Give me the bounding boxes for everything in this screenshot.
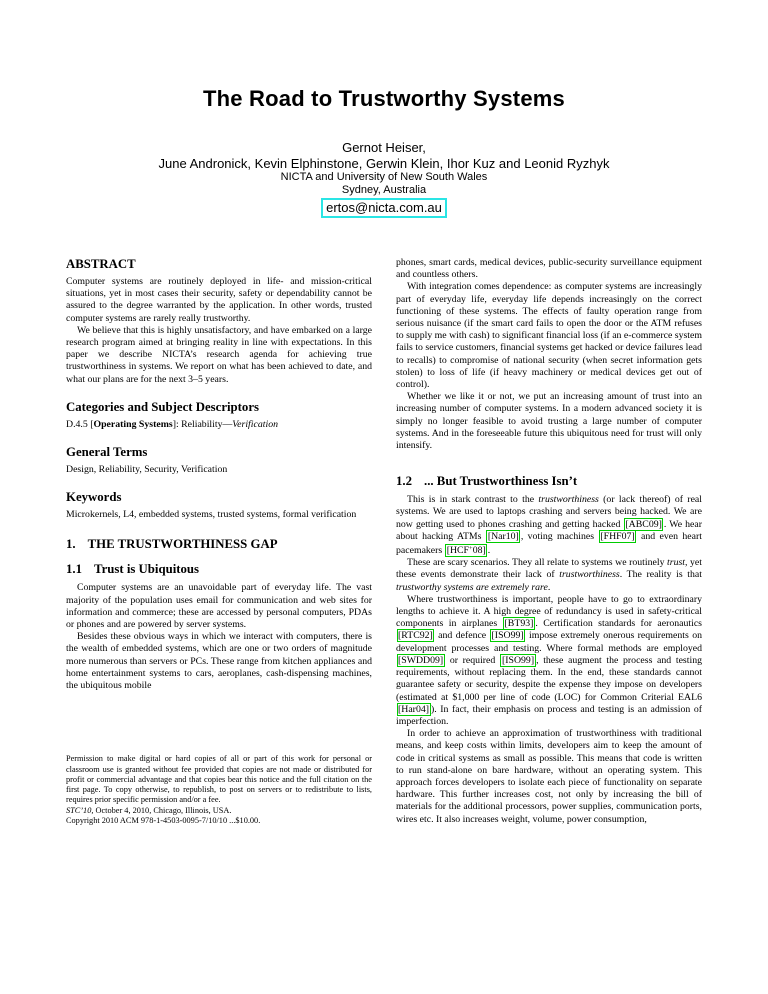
section-1-2-paragraph-1: This is in stark contrast to the trustworthiness (or lack thereof) of real systems. We are used to laptops crashing and servers being hacked. We are now getting used to phones crashing and getting hacked [ABC09] . We hear about hacking ATMs [Nar10] , voting machines [FHF07] and even heart pacemakers [HCF+08] . (396, 494, 702, 557)
section-1-2-paragraph-2: These are scary scenarios. They all relate to systems we routinely trust, yet these events demonstrate their lack of trustworthiness. The reality is that trustworthy systems are extremely rare. (396, 557, 702, 593)
citation-link[interactable]: [FHF07] (600, 530, 635, 542)
conference-info: STC’10, October 4, 2010, Chicago, Illinois, USA. (66, 805, 232, 815)
two-column-body (66, 257, 702, 826)
section-title: ... But Trustworthiness Isn’t (424, 474, 578, 489)
section-1-1-paragraph-1: Computer systems are an unavoidable part of everyday life. The vast majority of the population uses email for communication and web sites for information and commerce; these are accessed by personal computers, PDAs or phones and are powered by server systems. (66, 582, 372, 631)
citation-link[interactable]: [ISO99] (491, 630, 524, 642)
paper-header (0, 86, 768, 218)
section-1-heading (66, 537, 372, 552)
copyright-line: Copyright 2010 ACM 978-1-4503-0095-7/10/10 ...$10.00. (66, 816, 261, 826)
integration-paragraph: With integration comes dependence: as computer systems are increasingly part of everyday life, everyday life depends increasingly on the correct functioning of these systems. The effects of faulty operation range from serious nuisance (if the smart card fails to open the door or the ATM refuses to supply me with cash) to significant financial loss (if an e-commerce system fails to service customers, financial systems get hacked or device failures lead to recalls) to compromise of national security (when secret information gets stolen) to loss of life (if heavy machinery or medical devices get out of control). (396, 281, 702, 391)
section-number: 1.1 (66, 562, 82, 577)
keywords-heading: Keywords (66, 490, 122, 505)
email-row (0, 196, 768, 218)
section-1-2-heading (396, 474, 702, 489)
categories-descriptor: D.4.5 [Operating Systems]: Reliability—Verification (66, 418, 278, 430)
right-column (396, 257, 702, 826)
paper-title: The Road to Trustworthy Systems (203, 86, 565, 111)
abstract-heading: ABSTRACT (66, 257, 136, 271)
citation-link[interactable]: [RTC92] (398, 630, 433, 642)
section-1-1-paragraph-2: Besides these obvious ways in which we interact with computers, there is the wealth of embedded systems, which are one or two orders of magnitude more numerous than servers or PCs. These range from kitchen appliances and home entertainment systems to cars, aeroplanes, cash-dispensing machines, the ubiquitous mobile (66, 631, 372, 692)
abstract-paragraph-2: We believe that this is highly unsatisfactory, and have embarked on a large research program aimed at bringing reality in line with expectations. In this paper we describe NICTA’s research agenda for achieving true trustworthiness in systems. We report on what has been achieved to date, and what our plans are for the next 3–5 years. (66, 324, 372, 385)
trust-paragraph: Whether we like it or not, we put an increasing amount of trust into an increasing number of computer systems. In a modern advanced society it is simply no longer feasible to avoid trusting a large number of computer systems. And in the foreseeable future this ubiquitous need for trust will only intensify. (396, 391, 702, 452)
general-terms-text: Design, Reliability, Security, Verification (66, 464, 228, 476)
section-number: 1. (66, 537, 76, 552)
abstract-paragraph-1: Computer systems are routinely deployed in life- and mission-critical situations, yet in most cases their security, safety or dependability cannot be assured to the degree warranted by the application. In other words, trusted computer systems are rarely really trustworthy. (66, 276, 372, 324)
general-terms-heading: General Terms (66, 445, 148, 460)
categories-heading: Categories and Subject Descriptors (66, 399, 259, 414)
citation-link[interactable]: [Har04] (398, 703, 430, 715)
email-link[interactable]: ertos@nicta.com.au (321, 198, 447, 218)
affiliation: NICTA and University of New South Wales (280, 171, 488, 183)
italic-text: trust (667, 557, 685, 569)
italic-text: trustworthiness (538, 494, 599, 506)
section-number: 1.2 (396, 474, 412, 489)
italic-text: Verification (232, 418, 278, 430)
location: Sydney, Australia (341, 183, 427, 196)
citation-link[interactable]: [BT93] (504, 618, 534, 630)
section-1-2-paragraph-3: Where trustworthiness is important, people have to go to extraordinary lengths to achieve it. A high degree of redundancy is used in safety-critical components in airplanes [BT93] . Certification standards for aeronautics [RTC92] and defence [ISO99] impose extremely onerous requirements on development processes and testing. Where formal methods are employed [SWDD09] or required [ISO99] , these augment the process and testing requirements, without replacing them. In the end, these standards cannot guarantee safety or security, despite the expense they impose on developers (estimated at $1,000 per line of code (LOC) for Common Criterial EAL6 [Har04] ). In fact, their emphasis on process and testing is an admission of imperfection. (396, 593, 702, 727)
author-line-1: Gernot Heiser, (342, 140, 426, 155)
citation-link[interactable]: [ISO99] (501, 654, 535, 666)
italic-text: trustworthiness (559, 569, 620, 581)
keywords-text: Microkernels, L4, embedded systems, trusted systems, formal verification (66, 509, 357, 521)
copyright-notice (66, 754, 372, 826)
citation-link[interactable]: [SWDD09] (398, 654, 444, 666)
section-title: Trust is Ubiquitous (94, 562, 200, 577)
italic-text: STC’10, (66, 805, 94, 815)
author-block (0, 140, 768, 218)
author-line-2: June Andronick, Kevin Elphinstone, Gerwin Klein, Ihor Kuz and Leonid Ryzhyk (158, 155, 610, 171)
bold-text: Operating Systems (93, 418, 173, 430)
citation-link[interactable]: [Nar10] (487, 530, 519, 542)
italic-text: trustworthy systems are extremely rare (396, 581, 548, 593)
section-1-2-paragraph-4: In order to achieve an approximation of trustworthiness with traditional means, and keep costs within limits, developers aim to keep the amount of code in critical systems as small as possible. This means that code is written to run stand-alone on bare hardware, without an operating system. This approach forces developers to isolate each piece of functionality on separate hardware. This further increases cost, not only by increasing the bill of materials for the additional processors, power supplies, communication ports, wires etc. It also increases weight, volume, power consumption, (396, 728, 702, 825)
left-column (66, 257, 372, 826)
continued-paragraph: phones, smart cards, medical devices, public-security surveillance equipment and countless others. (396, 257, 702, 281)
permission-text: Permission to make digital or hard copies of all or part of this work for personal or classroom use is granted without fee provided that copies are not made or distributed for profit or commercial advantage and that copies bear this notice and the full citation on the first page. To copy otherwise, to republish, to post on servers or to redistribute to lists, requires prior specific permission and/or a fee. (66, 754, 372, 805)
citation-link[interactable]: [HCF+08] (446, 545, 486, 557)
superscript-text: + (469, 545, 473, 553)
section-1-1-heading (66, 562, 372, 577)
section-title: THE TRUSTWORTHINESS GAP (87, 537, 278, 552)
citation-link[interactable]: [ABC09] (625, 518, 662, 530)
